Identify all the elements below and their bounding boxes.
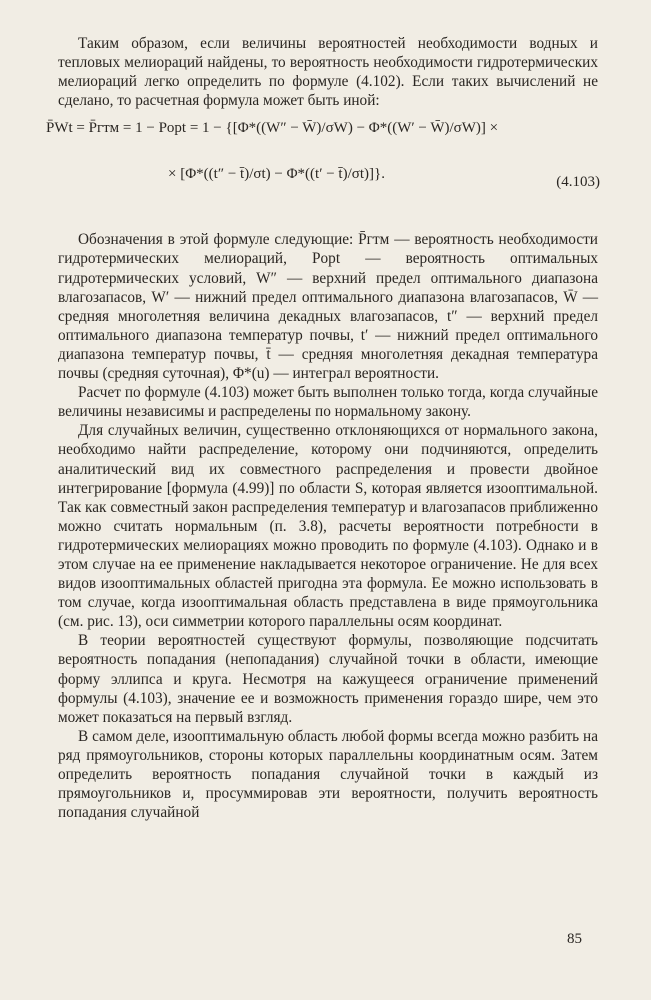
formula-line-1: P̄Wt = P̄гтм = 1 − Popt = 1 − {[Φ*((W″ − W̄)/σW) − Φ*((W′ − W̄)/σW)] ×	[46, 120, 499, 137]
paragraph-deviation: Для случайных величин, существенно отклоняющихся от нормального закона, необходимо найти распределение, которому они подчиняются, определить аналитический вид их совместного распределения и провести двойное интегрирование [формула (4.99)] по области S, которая является изооптимальной. Так как совместный закон распределения температур и влагозапасов приближенно можно считать нормальным (п. 3.8), расчеты вероятности потребности в гидротермических мелиорациях можно проводить по формуле (4.103). Однако и в этом случае на ее применение накладывается некоторое ограничение. Не для всех видов изооптимальных областей пригодна эта формула. Ее можно использовать в том случае, когда изооптимальная область представлена в виде прямоугольника (см. рис. 13), оси симметрии которого параллельны осям координат.	[58, 422, 598, 631]
text-column	[46, 34, 600, 822]
page-number: 85	[567, 931, 582, 947]
paragraph-normal-law: Расчет по формуле (4.103) может быть выполнен только тогда, когда случайные величины независимы и распределены по нормальному закону.	[58, 384, 598, 421]
paragraph-rectangles: В самом деле, изооптимальную область любой формы всегда можно разбить на ряд прямоугольников, стороны которых параллельны координатным осям. Затем определить вероятность попадания случайной точки в каждый из прямоугольников и, просуммировав эти вероятности, получить вероятность попадания случайной	[58, 727, 598, 822]
paragraph-intro: Таким образом, если величины вероятностей необходимости водных и тепловых мелиораций найдены, то вероятность необходимости гидротермических мелиораций легко определить по формуле (4.102). Если таких вычислений не сделано, то расчетная формула может быть иной:	[58, 35, 598, 110]
formula-line-2: × [Φ*((t″ − t̄)/σt) − Φ*((t′ − t̄)/σt)]}.	[168, 166, 385, 183]
equation-number: (4.103)	[556, 174, 600, 191]
paragraph-ellipse: В теории вероятностей существуют формулы, позволяющие подсчитать вероятность попадания (непопадания) случайной точки в области, имеющие форму эллипса и круга. Несмотря на кажущееся ограничение применений формулы (4.103), значение ее и возможность применения гораздо шире, чем это может показаться на первый взгляд.	[58, 632, 598, 726]
formula-4-103	[46, 114, 600, 222]
paragraph-notation: Обозначения в этой формуле следующие: P̄гтм — вероятность необходимости гидротермических мелиораций, Popt — вероятность оптимальных гидротермических условий, W″ — верхний предел оптимального диапазона влагозапасов, W′ — нижний предел оптимального диапазона влагозапасов, W̄ — средняя многолетняя величина декадных влагозапасов, t″ — верхний предел оптимального диапазона температур почвы, t′ — нижний предел оптимального диапазона температур почвы, t̄ — средняя многолетняя декадная температура почвы (средняя суточная), Φ*(u) — интеграл вероятности.	[58, 231, 598, 383]
